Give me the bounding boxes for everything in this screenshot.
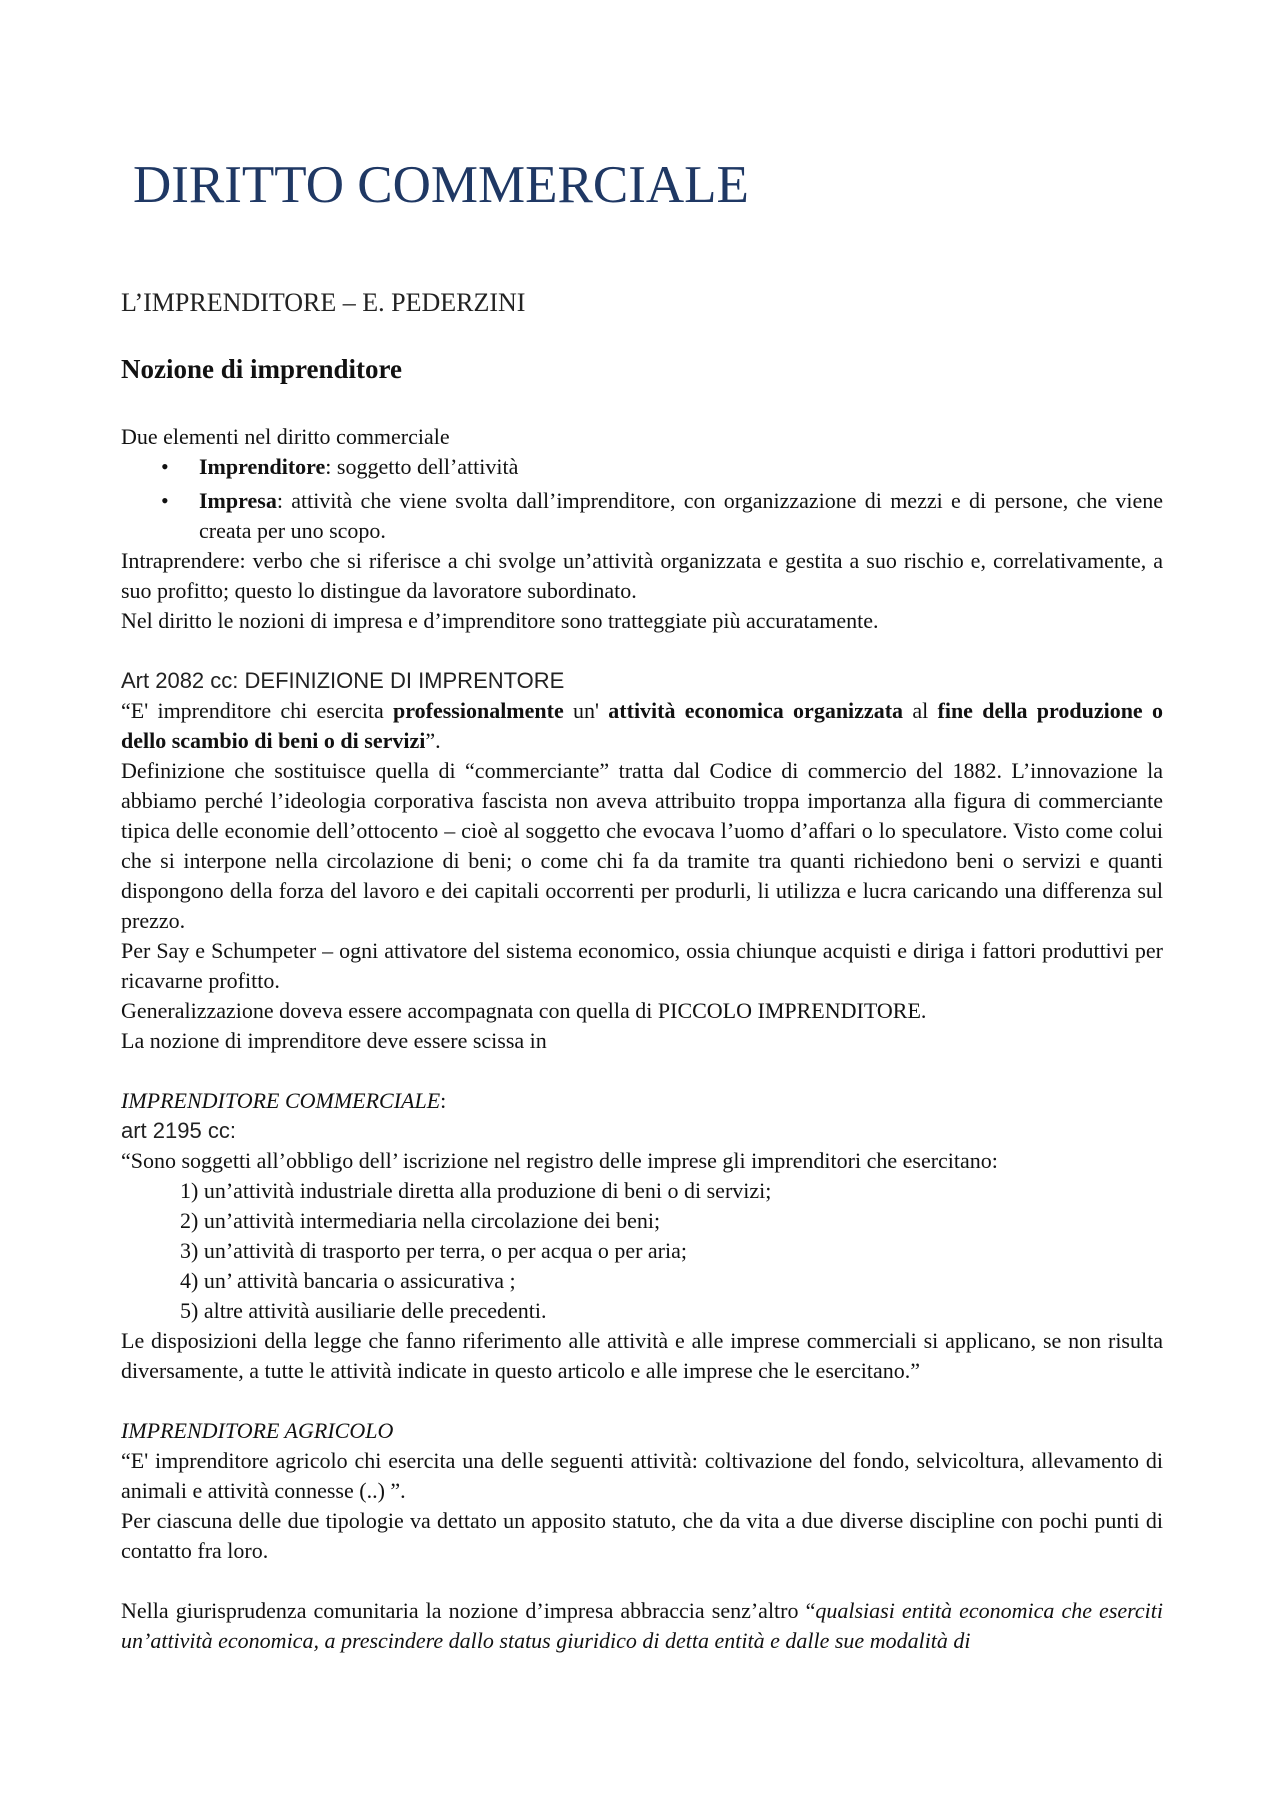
- quote-text: al: [903, 698, 938, 723]
- quote-bold: attività economica organizzata: [608, 698, 904, 723]
- commerciale-heading: [121, 1086, 1163, 1116]
- paragraph-nozioni: Nel diritto le nozioni di impresa e d’imprenditore sono tratteggiate più accuratamente.: [121, 608, 879, 633]
- definition-bullet-list: [121, 452, 1163, 546]
- list-item: 2) un’attività intermediaria nella circolazione dei beni;: [180, 1208, 661, 1233]
- bullet-term: Impresa: [199, 488, 277, 513]
- agricolo-note: Per ciascuna delle due tipologie va dettato un apposito statuto, che da vita a due diverse discipline con pochi punti di contatto fra loro.: [121, 1508, 1163, 1563]
- art-2195-quote-intro: “Sono soggetti all’obbligo dell’ iscrizione nel registro delle imprese gli imprenditori che esercitano:: [121, 1148, 998, 1173]
- paragraph-scissa: La nozione di imprenditore deve essere scissa in: [121, 1028, 547, 1053]
- agricolo-quote: “E' imprenditore agricolo chi esercita una delle seguenti attività: coltivazione del fondo, selvicoltura, allevamento di animali e attività connesse (..) ”.: [121, 1448, 1163, 1503]
- quote-text: “E' imprenditore chi esercita: [121, 698, 394, 723]
- quote-bold: fine della produzione o dello scambio di beni o di servizi: [121, 698, 1163, 753]
- art-2195-closing: Le disposizioni della legge che fanno riferimento alle attività e alle imprese commerciali si applicano, se non risulta diversamente, a tutte le attività indicate in questo articolo e alle imprese che le esercitano.”: [121, 1328, 1163, 1383]
- quote-text: un': [563, 698, 609, 723]
- quote-text: ”.: [425, 728, 441, 753]
- art-2195-list: [121, 1176, 1163, 1326]
- bullet-item-imprenditore: [121, 452, 1163, 482]
- bullet-text: : soggetto dell’attività: [325, 454, 519, 479]
- list-item: 5) altre attività ausiliarie delle precedenti.: [180, 1298, 547, 1323]
- art-2082-quote: [121, 696, 1163, 756]
- list-item: 1) un’attività industriale diretta alla produzione di beni o di servizi;: [180, 1178, 772, 1203]
- list-item: 3) un’attività di trasporto per terra, o per acqua o per aria;: [180, 1238, 687, 1263]
- document-body: [121, 150, 1163, 1656]
- document-subtitle: L’IMPRENDITORE – E. PEDERZINI: [121, 288, 526, 317]
- bullet-dot-icon: •: [161, 488, 169, 513]
- paragraph-commerciante: Definizione che sostituisce quella di “commerciante” tratta dal Codice di commercio del 1882. L’innovazione la abbiamo perché l’ideologia corporativa fascista non aveva attribuito troppa importanza alla figura di commerciante tipica delle economie dell’ottocento – cioè al soggetto che evocava l’uomo d’affari o lo speculatore. Visto come colui che si interpone nella circolazione di beni; o come chi fa da tramite tra quanti richiedono beni o servizi e quanti dispongono della forza del lavoro e dei capitali occorrenti per produrli, li utilizza e lucra caricando una differenza sul prezzo.: [121, 758, 1163, 933]
- final-paragraph: [121, 1596, 1163, 1656]
- intro-paragraph: Due elementi nel diritto commerciale: [121, 424, 450, 449]
- final-lead: Nella giurisprudenza comunitaria la nozione d’impresa abbraccia senz’altro “: [121, 1598, 816, 1623]
- quote-bold: professionalmente: [393, 698, 564, 723]
- art-2195-label: art 2195 cc:: [121, 1118, 236, 1143]
- art-2082-label: Art 2082 cc: DEFINIZIONE DI IMPRENTORE: [121, 668, 565, 693]
- heading-suffix: :: [440, 1088, 447, 1113]
- section-heading: Nozione di imprenditore: [121, 354, 402, 384]
- paragraph-schumpeter: Per Say e Schumpeter – ogni attivatore del sistema economico, ossia chiunque acquisti e diriga i fattori produttivi per ricavarne profitto.: [121, 938, 1163, 993]
- list-item: 4) un’ attività bancaria o assicurativa ;: [180, 1268, 516, 1293]
- bullet-dot-icon: •: [161, 454, 169, 479]
- final-italic: qualsiasi entità economica che eserciti un’attività economica, a prescindere dallo status giuridico di detta entità e dalle sue modalità di: [121, 1598, 1163, 1653]
- heading-text: IMPRENDITORE COMMERCIALE: [121, 1088, 441, 1113]
- agricolo-heading: IMPRENDITORE AGRICOLO: [121, 1418, 394, 1443]
- paragraph-piccolo: Generalizzazione doveva essere accompagnata con quella di PICCOLO IMPRENDITORE.: [121, 998, 927, 1023]
- document-title: DIRITTO COMMERCIALE: [133, 156, 749, 214]
- bullet-text: : attività che viene svolta dall’imprenditore, con organizzazione di mezzi e di persone, che viene creata per uno scopo.: [199, 488, 1163, 543]
- bullet-term: Imprenditore: [199, 454, 326, 479]
- bullet-item-impresa: [121, 486, 1163, 546]
- paragraph-intraprendere: Intraprendere: verbo che si riferisce a chi svolge un’attività organizzata e gestita a suo rischio e, correlativamente, a suo profitto; questo lo distingue da lavoratore subordinato.: [121, 548, 1163, 603]
